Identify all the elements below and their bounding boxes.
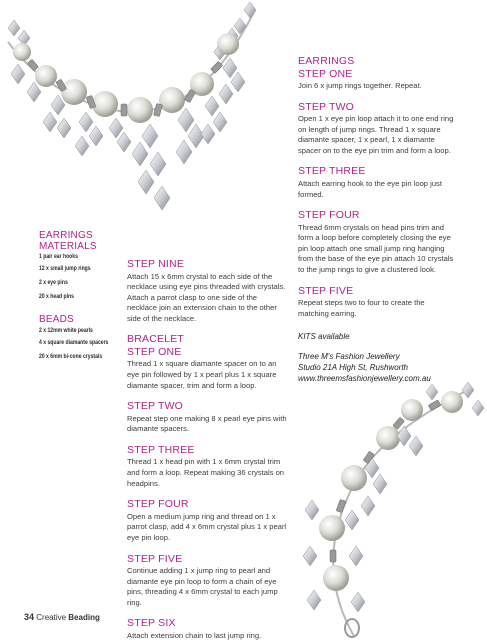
page-footer	[24, 612, 100, 622]
right-column	[298, 56, 456, 384]
step-heading: STEP ONE	[298, 67, 353, 80]
step-heading: STEP NINE	[127, 258, 185, 270]
bead-item: 20 x 6mm bi-cone crystals	[39, 352, 103, 360]
bracelet-step-five	[127, 554, 287, 609]
step-text: Continue adding 1 x jump ring to pearl and diamante eye pin loop to form a chain of eye pins, threading 4 x 6mm crystal to each jump ring.	[127, 566, 278, 607]
step-text: Attach earring hook to the eye pin loop just formed.	[298, 178, 442, 199]
material-item: 12 x small jump rings	[39, 265, 91, 272]
step-text: Repeat step one making 8 x pearl eye pins with diamante spacers.	[127, 413, 287, 434]
step-text: Open 1 x eye pin loop attach it to one end ring on length of jump rings. Thread 1 x square diamante spacer, 1 x pearl, 1 x diamante spacer on to the eye pin trim and form a loop.	[298, 114, 454, 155]
step-text: Join 6 x jump rings together. Repeat.	[298, 81, 422, 90]
step-heading: STEP THREE	[127, 443, 195, 456]
earrings-step-three	[298, 166, 456, 200]
step-heading: STEP SIX	[127, 617, 176, 630]
bead-item: 4 x square diamante spacers	[39, 338, 109, 346]
bracelet-step-one	[127, 334, 287, 391]
earrings-step-four	[298, 210, 456, 275]
materials-column	[39, 231, 119, 363]
material-item: 1 pair ear hooks	[39, 253, 78, 260]
earrings-materials-heading: EARRINGS MATERIALS	[39, 230, 97, 252]
bracelet-step-two	[127, 401, 287, 435]
kits-title: KITS available	[298, 332, 350, 342]
kits-supplier-website[interactable]: www.threemsfashionjewellery.com.au	[298, 374, 431, 384]
earrings-step-five	[298, 286, 456, 320]
necklace-photo	[0, 0, 300, 215]
earrings-step-one	[298, 56, 456, 92]
step-text: Repeat steps two to four to create the matching earring.	[298, 298, 425, 318]
step-text: Thread 6mm crystals on head pins trim and form a loop before completely closing the eye pin loop attach one small jump ring hanging from the base of the eye pin attach 10 crystals to the jump rings to give a clustered look.	[298, 222, 454, 275]
section-heading: BRACELET	[127, 333, 185, 346]
magazine-name-part1: Creative	[36, 613, 67, 622]
step-heading: STEP THREE	[298, 165, 366, 178]
step-nine	[127, 259, 287, 324]
bead-item: 2 x 12mm white pearls	[39, 326, 93, 334]
bracelet-step-four	[127, 499, 287, 543]
magazine-name-part2: Beading	[68, 613, 100, 622]
step-heading: STEP ONE	[127, 345, 182, 358]
step-heading: STEP FIVE	[298, 284, 354, 297]
material-item: 20 x head pins	[39, 292, 74, 300]
bracelet-step-six	[127, 618, 287, 640]
step-text: Attach 15 x 6mm crystal to each side of the necklace using eye pins threaded with crystals. Attach a parrot clasp to one side of the necklace join an extension chain to the other side of the necklace.	[127, 271, 286, 323]
page-number: 34	[24, 612, 35, 622]
step-text: Open a medium jump ring and thread on 1 x parrot clasp, add 4 x 6mm crystal plus 1 x pearl eye pin loop.	[127, 511, 287, 542]
kits-supplier-name: Three M's Fashion Jewellery	[298, 352, 400, 362]
step-text: Thread 1 x head pin with 1 x 6mm crystal trim and form a loop. Repeat making 36 crystals on headpins.	[127, 457, 285, 488]
material-item: 2 x eye pins	[39, 278, 68, 286]
step-heading: STEP FIVE	[127, 552, 183, 565]
middle-column	[127, 259, 287, 640]
section-heading: EARRINGS	[298, 55, 355, 67]
bracelet-step-three	[127, 445, 287, 489]
beads-heading: BEADS	[39, 314, 74, 326]
step-heading: STEP TWO	[127, 400, 184, 413]
bracelet-photo	[292, 378, 487, 640]
kits-supplier-address: Studio 21A High St, Rushworth	[298, 363, 408, 373]
step-heading: STEP FOUR	[127, 498, 189, 511]
earrings-step-two	[298, 102, 456, 157]
step-text: Thread 1 x square diamante spacer on to an eye pin followed by 1 x pearl plus 1 x square diamante spacer, trim and form a loop.	[127, 359, 277, 390]
step-heading: STEP TWO	[298, 100, 355, 113]
step-heading: STEP FOUR	[298, 209, 360, 222]
step-text: Attach extension chain to last jump ring.	[127, 630, 262, 640]
